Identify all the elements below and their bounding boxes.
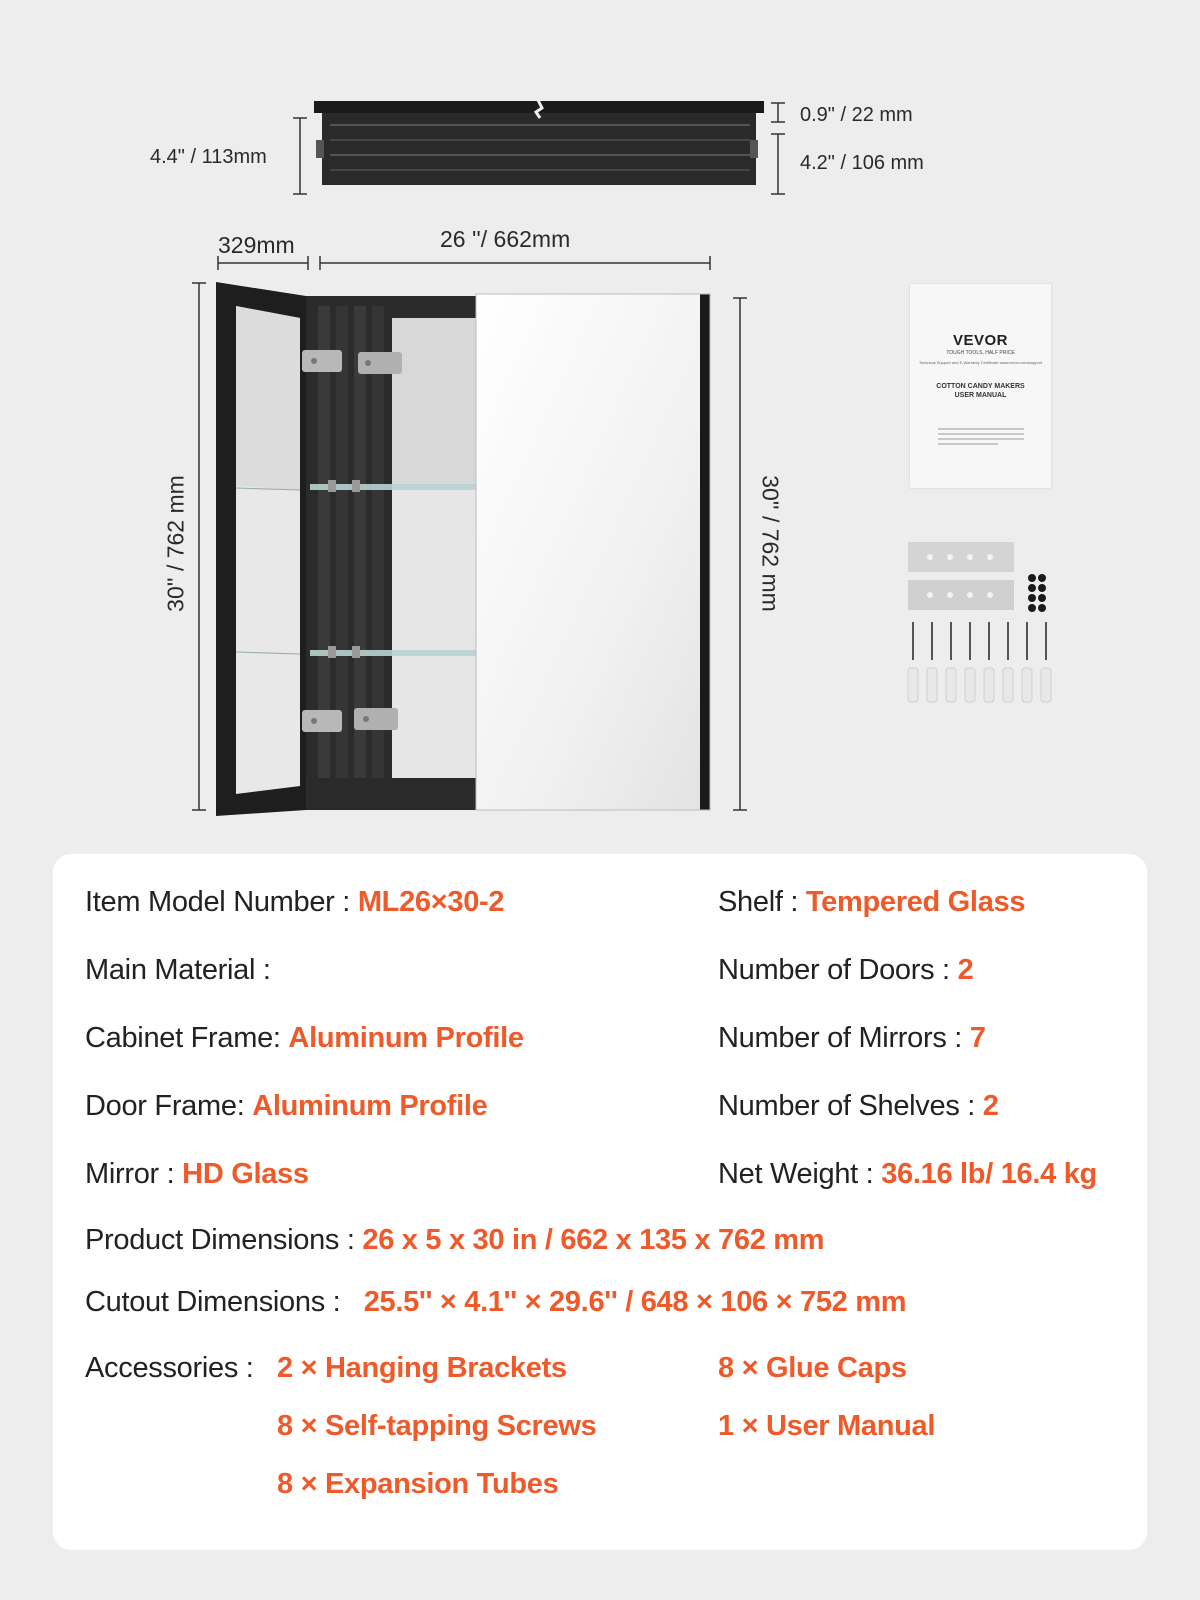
manual-brand: VEVOR: [952, 332, 1008, 349]
user-manual: [910, 284, 1051, 488]
dim-height-left: 30'' / 762 mm: [162, 475, 189, 612]
spec-shelf-value: Tempered Glass: [805, 886, 1026, 918]
dim-door-depth: 329mm: [218, 232, 295, 258]
accessory-user-manual: 1 × User Manual: [718, 1410, 936, 1442]
dim-top-body: 4.2" / 106 mm: [800, 152, 924, 174]
manual-title: [910, 382, 1051, 400]
spec-cutout-value: 25.5'' × 4.1'' × 29.6'' / 648 × 106 × 752 mm: [363, 1286, 907, 1318]
spec-doors: [718, 954, 973, 987]
manual-title-line2: USER MANUAL: [954, 392, 1007, 399]
cabinet-interior: [302, 296, 476, 810]
spec-door-frame-value: Aluminum Profile: [252, 1090, 488, 1122]
accessory-expansion-tubes: 8 × Expansion Tubes: [277, 1468, 559, 1500]
spec-model-value: ML26×30-2: [357, 886, 505, 918]
hardware-accessories: [908, 542, 1051, 702]
spec-shelves-label: Number of Shelves :: [718, 1090, 983, 1122]
spec-model-label: Item Model Number :: [85, 886, 358, 918]
spec-mirror: [85, 1158, 309, 1191]
spec-model: [85, 886, 504, 919]
spec-product-dimensions: [85, 1224, 824, 1257]
spec-door-frame: [85, 1090, 488, 1123]
spec-shelves: [718, 1090, 999, 1123]
spec-accessories-label: Accessories :: [85, 1352, 254, 1384]
spec-mirrors-value: 7: [969, 1022, 986, 1054]
accessory-hanging-brackets: 2 × Hanging Brackets: [277, 1352, 567, 1384]
spec-cutout-label: Cutout Dimensions :: [85, 1286, 364, 1318]
spec-product-dim-label: Product Dimensions :: [85, 1224, 363, 1256]
spec-product-dim-value: 26 x 5 x 30 in / 662 x 135 x 762 mm: [362, 1224, 825, 1256]
spec-doors-value: 2: [957, 954, 974, 986]
manual-text-lines: [938, 428, 1024, 448]
dim-height-right: 30'' / 762 mm: [757, 475, 784, 612]
spec-doors-label: Number of Doors :: [718, 954, 958, 986]
spec-material: [85, 954, 271, 987]
spec-material-label: Main Material :: [85, 954, 271, 986]
dim-top-total: 4.4" / 113mm: [150, 146, 267, 168]
spec-mirrors: [718, 1022, 986, 1055]
manual-title-line1: COTTON CANDY MAKERS: [936, 383, 1025, 390]
spec-shelves-value: 2: [982, 1090, 999, 1122]
spec-weight-value: 36.16 lb/ 16.4 kg: [881, 1158, 1097, 1190]
dim-width: 26 ''/ 662mm: [440, 226, 571, 252]
accessory-self-tapping-screws: 8 × Self-tapping Screws: [277, 1410, 597, 1442]
spec-card: [53, 854, 1147, 1550]
spec-cabinet-frame-value: Aluminum Profile: [288, 1022, 524, 1054]
spec-mirror-value: HD Glass: [182, 1158, 309, 1190]
spec-weight: [718, 1158, 1097, 1191]
spec-shelf: [718, 886, 1025, 919]
spec-cabinet-frame-label: Cabinet Frame:: [85, 1022, 289, 1054]
accessory-glue-caps: 8 × Glue Caps: [718, 1352, 907, 1384]
top-profile-view: [314, 100, 764, 185]
manual-support: Technical Support and E-Warranty Certificate www.vevor.com/support: [918, 360, 1043, 365]
spec-shelf-label: Shelf :: [718, 886, 806, 918]
spec-cabinet-frame: [85, 1022, 524, 1055]
spec-weight-label: Net Weight :: [718, 1158, 882, 1190]
open-door: [216, 282, 306, 816]
closed-mirror-door: [476, 294, 710, 810]
spec-mirror-label: Mirror :: [85, 1158, 183, 1190]
dim-top-flange: 0.9" / 22 mm: [800, 104, 913, 126]
spec-door-frame-label: Door Frame:: [85, 1090, 253, 1122]
spec-cutout-dimensions: [85, 1286, 906, 1319]
spec-mirrors-label: Number of Mirrors :: [718, 1022, 970, 1054]
manual-tagline: TOUGH TOOLS, HALF PRICE: [946, 350, 1015, 356]
